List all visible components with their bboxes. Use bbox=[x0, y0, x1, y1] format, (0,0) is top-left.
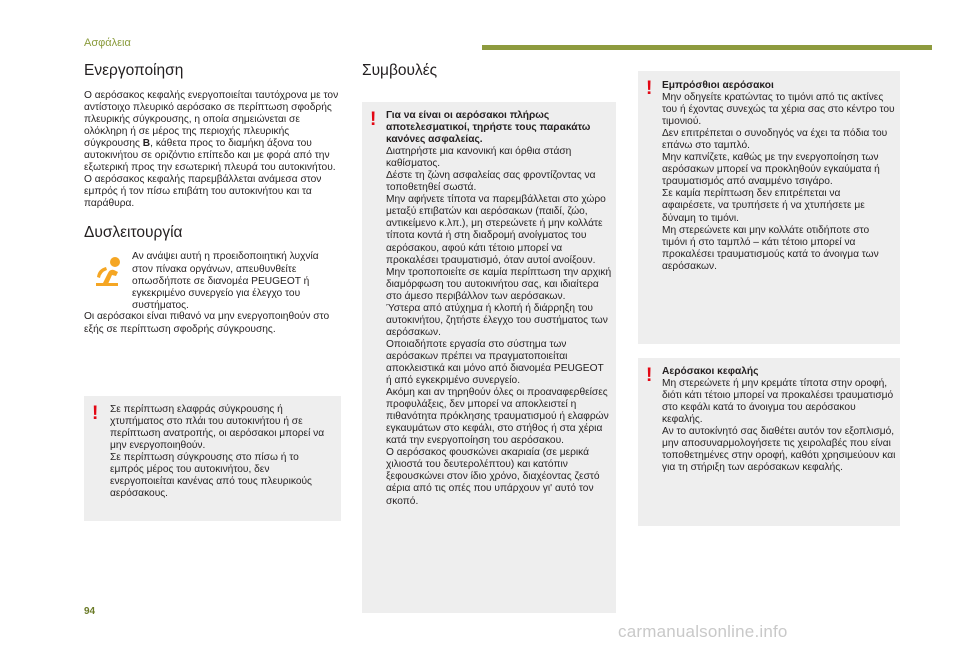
advice-paragraph: Οποιαδήποτε εργασία στο σύστημα των αερόσακων πρέπει να πραγματοποιείται αποκλειστικά και μόνο από διανομέα PEUGEOT ή από εγκεκριμένο συνεργείο. bbox=[386, 338, 604, 387]
zone-letter: B bbox=[142, 138, 151, 150]
warning-lamp-row bbox=[84, 251, 344, 311]
column-advice bbox=[362, 62, 616, 80]
activation-text2: Ο αερόσακος κεφαλής παρεμβάλλεται ανάμεσα στον εμπρός ή τον πίσω επιβάτη του αυτοκινήτου και τα παράθυρα. bbox=[84, 174, 322, 210]
activation-text-part2: , κάθετα προς το διαμήκη άξονα του αυτοκινήτου σε οριζόντιο επίπεδο και με φορά από την εξωτερική προς την εσωτερική πλευρά του αυτοκινήτου. bbox=[84, 138, 336, 174]
front-airbags-box bbox=[638, 71, 900, 344]
advice-heading: Για να είναι οι αερόσακοι πλήρως αποτελεσματικοί, τηρήστε τους παρακάτω κανόνες ασφαλείας. bbox=[386, 110, 591, 146]
front-airbags-text bbox=[662, 80, 896, 273]
head-airbags-title: Αερόσακοι κεφαλής bbox=[662, 366, 759, 377]
watermark: carmanualsonline.info bbox=[618, 622, 788, 641]
advice-title: Συμβουλές bbox=[362, 62, 438, 79]
advice-paragraph: Ύστερα από ατύχημα ή κλοπή ή διάρρηξη του αυτοκινήτου, ζητήστε έλεγχο του συστήματος των αερόσακων. bbox=[386, 302, 608, 338]
front-airbags-title: Εμπρόσθιοι αερόσακοι bbox=[662, 80, 774, 91]
activation-title: Ενεργοποίηση bbox=[84, 62, 184, 79]
section-header-title: Ασφάλεια bbox=[84, 37, 131, 49]
advice-paragraph: Ακόμη και αν τηρηθούν όλες οι προαναφερθείσες προφυλάξεις, δεν μπορεί να αποκλειστεί η πιθανότητα πρόκλησης τραυματισμού ή ελαφρών εγκαυμάτων στο κεφάλι, στο στήθος ή στα χέρια κατά την ενεργοποίηση του αερόσακου. bbox=[386, 387, 609, 447]
malfunction-after-text: Οι αερόσακοι είναι πιθανό να μην ενεργοποιηθούν στο εξής σε περίπτωση σφοδρής σύγκρουσης. bbox=[84, 311, 330, 335]
advice-paragraph: Δέστε τη ζώνη ασφαλείας σας φροντίζοντας να τοποθετηθεί σωστά. bbox=[386, 170, 596, 194]
head-airbags-text bbox=[662, 366, 896, 474]
advice-paragraph: Μην αφήνετε τίποτα να παρεμβάλλεται στο χώρο μεταξύ επιβατών και αερόσακων (παιδί, ζώο, αντικείμενο κ.λπ.), μη στερεώνετε ή μην κολλάτε τίποτα κοντά ή στη διαδρομή ανοίγματος του αερόσακου, αφού κάτι τέτοιο μπορεί να προκαλέσει τραυματισμό, όταν αυτοί ανοίξουν. bbox=[386, 194, 606, 266]
malfunction-title: Δυσλειτουργία bbox=[84, 224, 183, 242]
head-airbags-paragraph: Μη στερεώνετε ή μην κρεμάτε τίποτα στην οροφή, διότι κάτι τέτοιο μπορεί να προκαλέσει τραυματισμό στο κεφάλι κατά το άνοιγμα του αερόσακου κεφαλής. bbox=[662, 378, 894, 426]
advice-text bbox=[386, 110, 612, 508]
warning-exclamation-icon: ! bbox=[370, 109, 377, 130]
warning-collision-line: Σε περίπτωση σύγκρουσης στο πίσω ή το εμπρός μέρος του αυτοκινήτου, δεν ενεργοποιείται κανένας από τους πλευρικούς αερόσακους. bbox=[110, 452, 312, 500]
column-activation bbox=[84, 62, 344, 336]
warning-exclamation-icon: ! bbox=[646, 365, 653, 386]
front-airbags-paragraph: Μην οδηγείτε κρατώντας το τιμόνι από τις ακτίνες του ή έχοντας συνεχώς τα χέρια σας στο κέντρο του τιμονιού. bbox=[662, 92, 895, 128]
front-airbags-paragraph: Μη στερεώνετε και μην κολλάτε οτιδήποτε στο τιμόνι ή στο ταμπλό – κάτι τέτοιο μπορεί να προκαλέσει τραυματισμούς κατά το άνοιγμα των αερόσακων. bbox=[662, 224, 879, 272]
warning-collision-line: Σε περίπτωση ελαφράς σύγκρουσης ή χτυπήματος στο πλάι του αυτοκινήτου ή σε περίπτωση ανατροπής, οι αερόσακοι μπορεί να μην ενεργοποιηθούν. bbox=[110, 404, 325, 452]
head-airbags-box bbox=[638, 358, 900, 526]
front-airbags-paragraph: Μην καπνίζετε, καθώς με την ενεργοποίηση των αερόσακων μπορεί να προκληθούν εγκαύματα ή τραυματισμός από αναμμένο τσιγάρο. bbox=[662, 152, 880, 188]
advice-paragraph: Ο αερόσακος φουσκώνει ακαριαία (σε μερικά χιλιοστά του δευτερολέπτου) και κατόπιν ξεφουσκώνει στον ίδιο χρόνο, διαχέοντας ζεστό αέρια από τις οπές που υπάρχουν γι' αυτό τον σκοπό. bbox=[386, 447, 600, 507]
airbag-warning-icon bbox=[94, 255, 128, 289]
activation-text-part1: Ο αερόσακος κεφαλής ενεργοποιείται ταυτόχρονα με τον αντίστοιχο πλευρικό αερόσακο σε περίπτωση σφοδρής πλευρικής σύγκρουσης, η οποία σημειώνεται σε ολόκληρη ή σε μέρος της περιοχής πλευρικής σύγκρουσης bbox=[84, 90, 339, 150]
header-rule bbox=[482, 45, 932, 50]
advice-box bbox=[362, 102, 616, 613]
page-number: 94 bbox=[84, 606, 96, 617]
warning-exclamation-icon: ! bbox=[92, 403, 99, 424]
head-airbags-paragraph: Αν το αυτοκίνητό σας διαθέτει αυτόν τον εξοπλισμό, μην αποσυναρμολογήσετε τις χειρολαβές που είναι τοποθετημένες στην οροφή, καθότι χρησιμεύουν και για τη στήριξη των αερόσακων κεφαλής. bbox=[662, 426, 896, 474]
front-airbags-paragraph: Δεν επιτρέπεται ο συνοδηγός να έχει τα πόδια του επάνω στο ταμπλό. bbox=[662, 128, 888, 152]
warning-lamp-text: Αν ανάψει αυτή η προειδοποιητική λυχνία στον πίνακα οργάνων, απευθυνθείτε οπωσδήποτε σε διανομέα PEUGEOT ή εγκεκριμένο συνεργείο για έλεγχο του συστήματος. bbox=[132, 251, 319, 311]
activation-text bbox=[84, 90, 344, 210]
advice-paragraph: Διατηρήστε μια κανονική και όρθια στάση καθίσματος. bbox=[386, 146, 572, 170]
warning-box-collision bbox=[84, 396, 341, 521]
warning-collision-text bbox=[110, 404, 332, 500]
warning-exclamation-icon: ! bbox=[646, 78, 653, 99]
front-airbags-paragraph: Σε καμία περίπτωση δεν επιτρέπεται να αφαιρέσετε, να τρυπήσετε ή να χτυπήσετε με δύναμη το τιμόνι. bbox=[662, 188, 865, 224]
advice-paragraph: Μην τροποποιείτε σε καμία περίπτωση την αρχική διαμόρφωση του αυτοκινήτου σας, και ιδιαίτερα στο άμεσο περιβάλλον των αερόσακων. bbox=[386, 266, 612, 302]
